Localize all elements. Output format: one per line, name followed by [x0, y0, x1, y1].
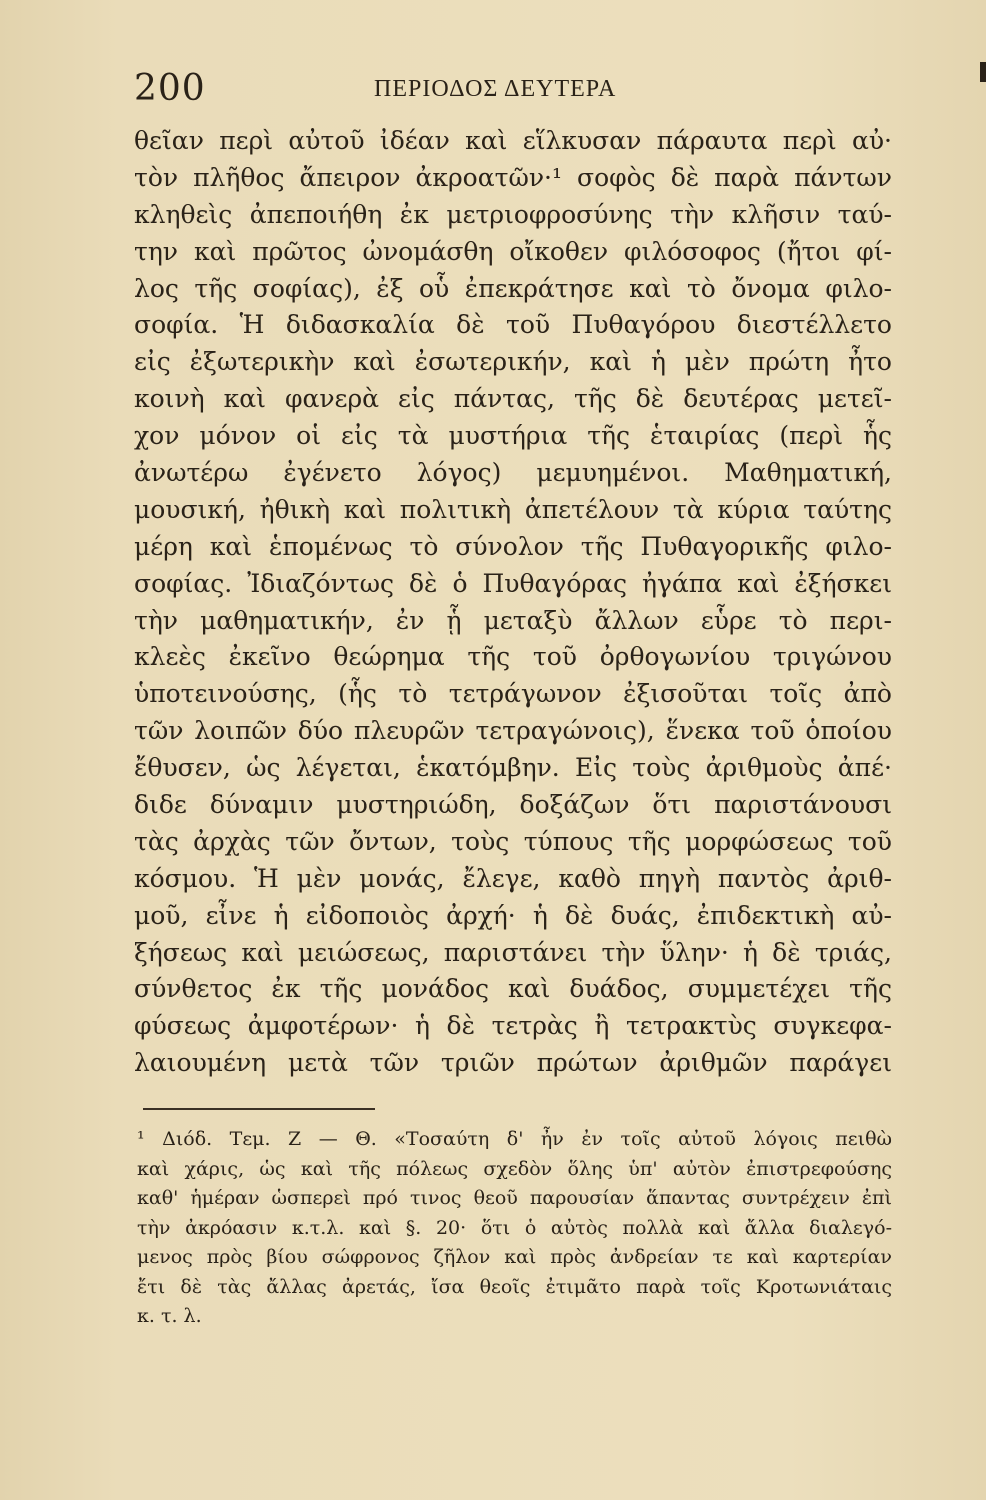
footnote-rule: [143, 1108, 375, 1110]
page-header: [134, 68, 850, 112]
text-line: κλεὲς ἐκεῖνο θεώρημα τῆς τοῦ ὀρθογωνίου τριγώνου: [134, 642, 892, 672]
text-line: χον μόνον οἱ εἰς τὰ μυστήρια τῆς ἑταιρίας (περὶ ἧς: [134, 421, 892, 451]
text-line: λαιουμένη μετὰ τῶν τριῶν πρώτων ἀριθμῶν παράγει: [134, 1048, 892, 1078]
text-line: τὴν μαθηματικήν, ἐν ᾗ μεταξὺ ἄλλων εὗρε τὸ περι-: [134, 605, 892, 635]
footnote-line: τὴν ἀκρόασιν κ.τ.λ. καὶ §. 20· ὅτι ὁ αὐτὸς πολλὰ καὶ ἄλλα διαλεγό-: [137, 1216, 892, 1239]
text-line: κληθεὶς ἀπεποιήθη ἐκ μετριοφροσύνης τὴν κλῆσιν ταύ-: [134, 199, 892, 229]
footnote-block: [137, 1125, 892, 1332]
text-line: σοφία. Ἡ διδασκαλία δὲ τοῦ Πυθαγόρου διεστέλλετο: [134, 310, 892, 340]
footnote-line: κ. τ. λ.: [137, 1305, 202, 1327]
text-line: φύσεως ἀμφοτέρων· ἡ δὲ τετρὰς ἢ τετρακτὺς συγκεφα-: [134, 1011, 892, 1041]
text-line: κοινὴ καὶ φανερὰ εἰς πάντας, τῆς δὲ δευτέρας μετεῖ-: [134, 384, 892, 414]
text-line: ἀνωτέρω ἐγένετο λόγος) μεμυημένοι. Μαθηματική,: [134, 458, 892, 488]
text-line: εἰς ἐξωτερικὴν καὶ ἐσωτερικήν, καὶ ἡ μὲν πρώτη ἦτο: [134, 347, 892, 377]
text-line: ἔθυσεν, ὡς λέγεται, ἑκατόμβην. Εἰς τοὺς ἀριθμοὺς ἀπέ·: [134, 753, 892, 783]
text-line: μουσική, ἠθικὴ καὶ πολιτικὴ ἀπετέλουν τὰ κύρια ταύτης: [134, 494, 892, 524]
text-line: διδε δύναμιν μυστηριώδη, δοξάζων ὅτι παριστάνουσι: [134, 790, 892, 820]
text-line: την καὶ πρῶτος ὠνομάσθη οἴκοθεν φιλόσοφος (ἤτοι φί-: [134, 236, 892, 266]
text-line: ὑποτεινούσης, (ἧς τὸ τετράγωνον ἐξισοῦται τοῖς ἀπὸ: [134, 679, 892, 709]
footnote-line: μενος πρὸς βίου σώφρονος ζῆλον καὶ πρὸς ἀνδρείαν τε καὶ καρτερίαν: [137, 1246, 892, 1268]
text-line: μοῦ, εἶνε ἡ εἰδοποιὸς ἀρχή· ἡ δὲ δυάς, ἐπιδεκτικὴ αὐ-: [134, 900, 892, 930]
text-line: κόσμου. Ἡ μὲν μονάς, ἔλεγε, καθὸ πηγὴ παντὸς ἀριθ-: [134, 863, 892, 893]
text-line: ξήσεως καὶ μειώσεως, παριστάνει τὴν ὕλην· ἡ δὲ τριάς,: [134, 937, 892, 967]
page-edge-mark: [980, 62, 986, 82]
text-line: θεῖαν περὶ αὐτοῦ ἰδέαν καὶ εἵλκυσαν πάραυτα περὶ αὐ·: [134, 126, 892, 155]
footnote-line: ἔτι δὲ τὰς ἄλλας ἀρετάς, ἴσα θεοῖς ἐτιμᾶτο παρὰ τοῖς Κροτωνιάταις: [137, 1275, 892, 1298]
text-line: σύνθετος ἐκ τῆς μονάδος καὶ δυάδος, συμμετέχει τῆς: [134, 974, 892, 1004]
footnote-line: καὶ χάρις, ὡς καὶ τῆς πόλεως σχεδὸν ὅλης ὑπ' αὐτὸν ἐπιστρεφούσης: [137, 1157, 892, 1180]
footnote-line: καθ' ἡμέραν ὡσπερεὶ πρό τινος θεοῦ παρουσίαν ἅπαντας συντρέχειν ἐπὶ: [137, 1187, 892, 1209]
text-line: τὸν πλῆθος ἄπειρον ἀκροατῶν·¹ σοφὸς δὲ παρὰ πάντων: [134, 162, 892, 192]
text-line: τὰς ἀρχὰς τῶν ὄντων, τοὺς τύπους τῆς μορφώσεως τοῦ: [134, 826, 892, 856]
running-head: ΠΕΡΙΟΔΟΣ ΔΕΥΤΕΡΑ: [374, 76, 617, 102]
footnote-line: ¹ Διόδ. Τεμ. Ζ — Θ. «Τοσαύτη δ' ἦν ἐν τοῖς αὐτοῦ λόγοις πειθὼ: [137, 1128, 892, 1150]
page-number: 200: [134, 68, 206, 109]
text-line: μέρη καὶ ἑπομένως τὸ σύνολον τῆς Πυθαγορικῆς φιλο-: [134, 531, 892, 561]
text-line: σοφίας. Ἰδιαζόντως δὲ ὁ Πυθαγόρας ἠγάπα καὶ ἐξήσκει: [134, 568, 892, 598]
main-text-block: [134, 123, 892, 1082]
text-line: τῶν λοιπῶν δύο πλευρῶν τετραγώνοις), ἕνεκα τοῦ ὁποίου: [134, 716, 892, 746]
text-line: λος τῆς σοφίας), ἐξ οὗ ἐπεκράτησε καὶ τὸ ὄνομα φιλο-: [134, 273, 892, 303]
